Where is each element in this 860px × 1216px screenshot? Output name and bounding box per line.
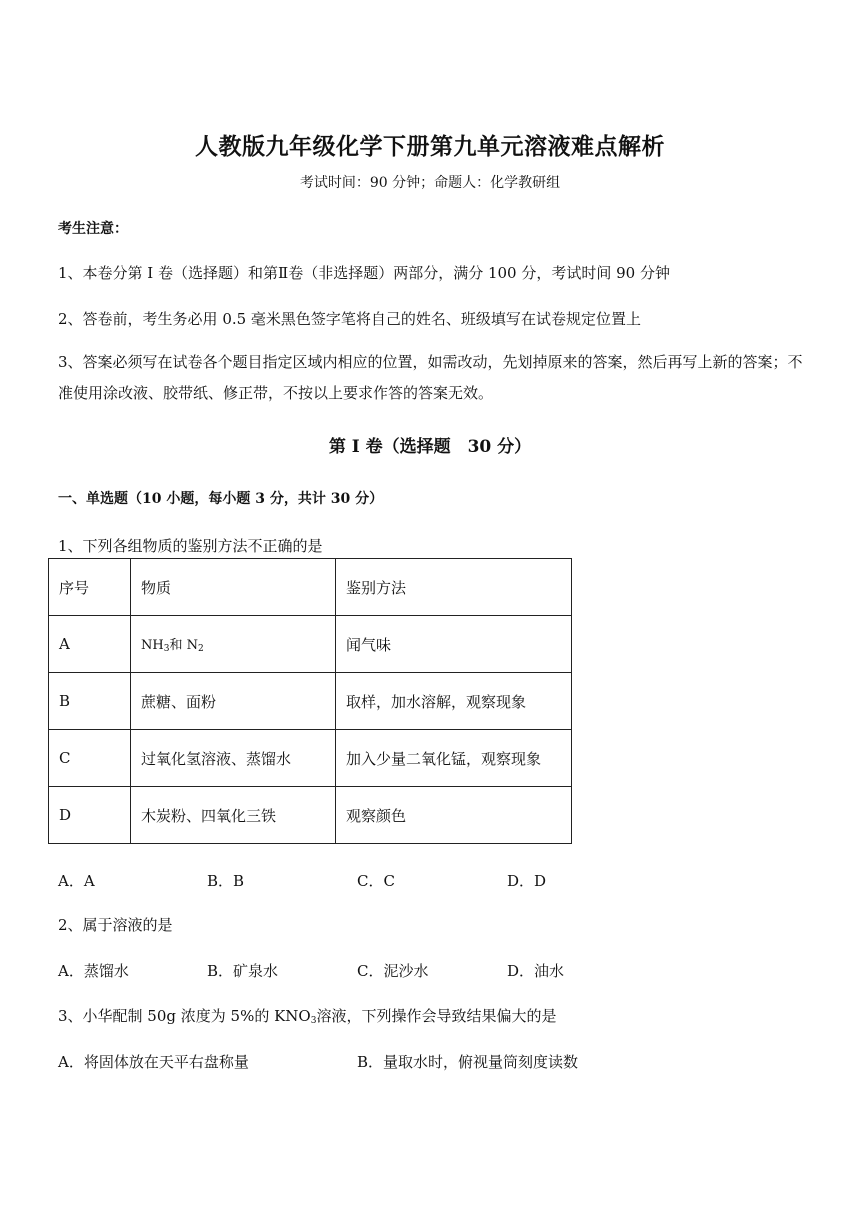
table-cell-method: 闻气味 bbox=[336, 616, 572, 673]
q1-option-d[interactable]: D．D bbox=[507, 872, 547, 890]
table-header-cell: 物质 bbox=[131, 559, 336, 616]
question-3-stem bbox=[58, 1005, 556, 1026]
q2-option-d[interactable]: D．油水 bbox=[507, 962, 565, 980]
question-1-table bbox=[48, 558, 572, 844]
formula-subscript: 3 bbox=[310, 1016, 317, 1026]
table-cell-method: 加入少量二氧化锰，观察现象 bbox=[336, 730, 572, 787]
q2-option-c[interactable]: C．泥沙水 bbox=[357, 962, 429, 980]
table-row bbox=[49, 730, 572, 787]
notice-item-3: 3、答案必须写在试卷各个题目指定区域内相应的位置，如需改动，先划掉原来的答案，然后再写上新的答案；不准使用涂改液、胶带纸、修正带，不按以上要求作答的答案无效。 bbox=[58, 353, 803, 402]
q2-option-a[interactable]: A．蒸馏水 bbox=[58, 962, 129, 980]
notice-item-2: 2、答卷前，考生务必用 0.5 毫米黑色签字笔将自己的姓名、班级填写在试卷规定位置上 bbox=[58, 310, 641, 328]
question-1-stem: 1、下列各组物质的鉴别方法不正确的是 bbox=[58, 537, 323, 555]
table-cell-substance: 木炭粉、四氧化三铁 bbox=[131, 787, 336, 844]
table-header-row bbox=[49, 559, 572, 616]
table-cell-id: B bbox=[49, 673, 131, 730]
table-cell-substance: 蔗糖、面粉 bbox=[131, 673, 336, 730]
q3-stem-end: 溶液，下列操作会导致结果偏大的是 bbox=[316, 1007, 557, 1025]
exam-subtitle: 考试时间：90 分钟；命题人：化学教研组 bbox=[299, 175, 561, 191]
table-cell-id: C bbox=[49, 730, 131, 787]
q3-option-b[interactable]: B．量取水时，俯视量筒刻度读数 bbox=[357, 1053, 579, 1071]
formula-subscript: 3 bbox=[163, 644, 170, 654]
formula-join: 和 N bbox=[169, 638, 198, 653]
table-header-cell: 鉴别方法 bbox=[336, 559, 572, 616]
table-cell-id: A bbox=[49, 616, 131, 673]
q1-option-c[interactable]: C．C bbox=[357, 872, 395, 890]
table-row bbox=[49, 787, 572, 844]
q3-option-a[interactable]: A．将固体放在天平右盘称量 bbox=[58, 1053, 249, 1071]
page-title: 人教版九年级化学下册第九单元溶液难点解析 bbox=[195, 133, 665, 160]
q1-option-a[interactable]: A．A bbox=[58, 872, 95, 890]
question-2-stem: 2、属于溶液的是 bbox=[58, 916, 173, 934]
q1-option-b[interactable]: B．B bbox=[207, 872, 245, 890]
formula-nh3: NH bbox=[141, 638, 164, 653]
section-title: 第 I 卷（选择题 30 分） bbox=[328, 437, 532, 457]
table-cell-substance bbox=[131, 616, 336, 673]
table-row bbox=[49, 616, 572, 673]
table-cell-method: 观察颜色 bbox=[336, 787, 572, 844]
table-cell-method: 取样，加水溶解，观察现象 bbox=[336, 673, 572, 730]
table-cell-substance: 过氧化氢溶液、蒸馏水 bbox=[131, 730, 336, 787]
q3-stem-start: 3、小华配制 50g 浓度为 5%的 KNO bbox=[58, 1007, 311, 1025]
table-header-cell: 序号 bbox=[49, 559, 131, 616]
formula-subscript: 2 bbox=[197, 644, 204, 654]
table-row bbox=[49, 673, 572, 730]
q2-option-b[interactable]: B．矿泉水 bbox=[207, 962, 279, 980]
notice-item-1: 1、本卷分第 I 卷（选择题）和第Ⅱ卷（非选择题）两部分，满分 100 分，考试时间 90 分钟 bbox=[58, 264, 670, 282]
notice-heading: 考生注意： bbox=[58, 221, 128, 237]
part-title: 一、单选题（10 小题，每小题 3 分，共计 30 分） bbox=[58, 491, 384, 507]
table-cell-id: D bbox=[49, 787, 131, 844]
